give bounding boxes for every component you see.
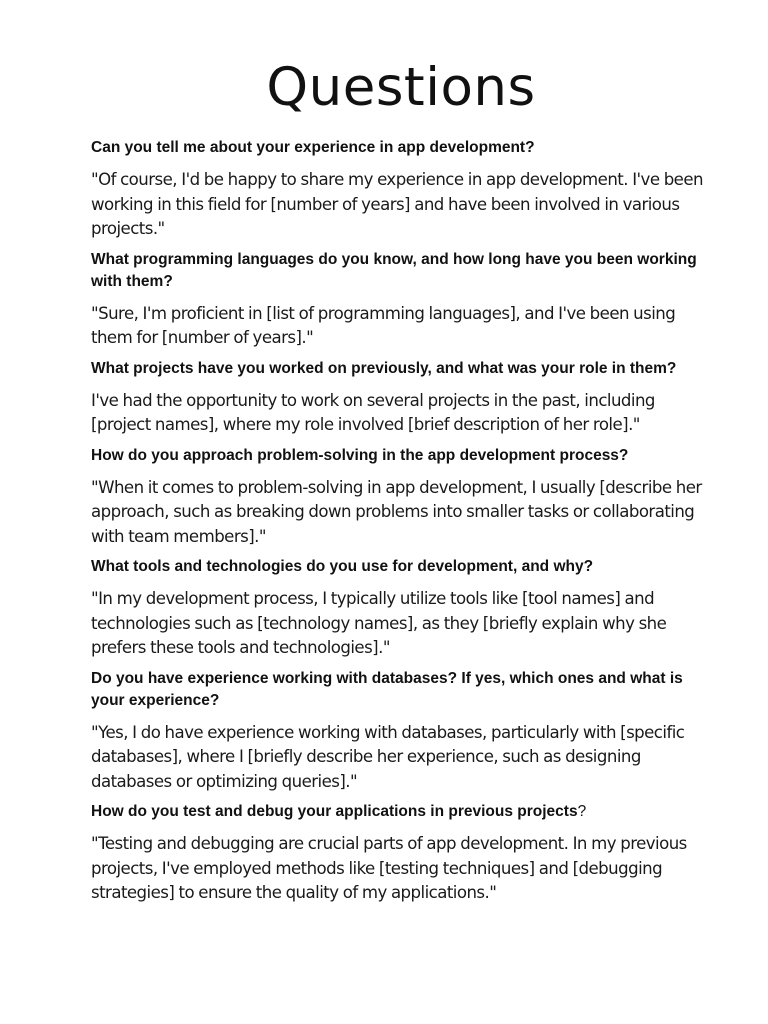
question-text: Do you have experience working with databases? If yes, which ones and what is your experience? <box>91 669 683 709</box>
qa-item <box>91 668 716 795</box>
qa-item <box>91 445 716 550</box>
answer-text: "Sure, I'm proficient in [list of programming languages], and I've been using them for [number of years]." <box>91 303 676 347</box>
page-title: Questions <box>266 57 536 118</box>
question-text: What programming languages do you know, and how long have you been working with them? <box>91 250 697 290</box>
qa-item <box>91 358 716 438</box>
answer-text: "Of course, I'd be happy to share my experience in app development. I've been working in this field for [number of years] and have been involved in various projects." <box>91 170 703 238</box>
question-text: What projects have you worked on previously, and what was your role in them? <box>91 359 677 377</box>
qa-item <box>91 556 716 661</box>
question-text: What tools and technologies do you use for development, and why? <box>91 558 594 575</box>
answer-text: I've had the opportunity to work on several projects in the past, including [project names], where my role involved [brief description of her role]." <box>91 390 655 434</box>
answer-text: "Testing and debugging are crucial parts of app development. In my previous projects, I've employed methods like [testing techniques] and [debugging strategies] to ensure the quality of my applications." <box>91 834 687 902</box>
question-text: How do you test and debug your applications in previous projects? <box>91 803 587 820</box>
question-text: How do you approach problem-solving in the app development process? <box>91 446 629 464</box>
qa-item <box>91 801 716 906</box>
qa-item <box>91 249 716 351</box>
qa-list <box>91 137 716 913</box>
qa-item <box>91 137 716 242</box>
answer-text: "In my development process, I typically utilize tools like [tool names] and technologies such as [technology names], as they [briefly explain why she prefers these tools and technologies]." <box>91 589 667 657</box>
answer-text: "Yes, I do have experience working with databases, particularly with [specific databases], where I [briefly describe her experience, such as designing databases or optimizing queries]." <box>91 722 685 791</box>
answer-text: "When it comes to problem-solving in app development, I usually [describe her approach, such as breaking down problems into smaller tasks or collaborating with team members]." <box>91 477 702 546</box>
question-text: Can you tell me about your experience in app development? <box>91 139 535 156</box>
